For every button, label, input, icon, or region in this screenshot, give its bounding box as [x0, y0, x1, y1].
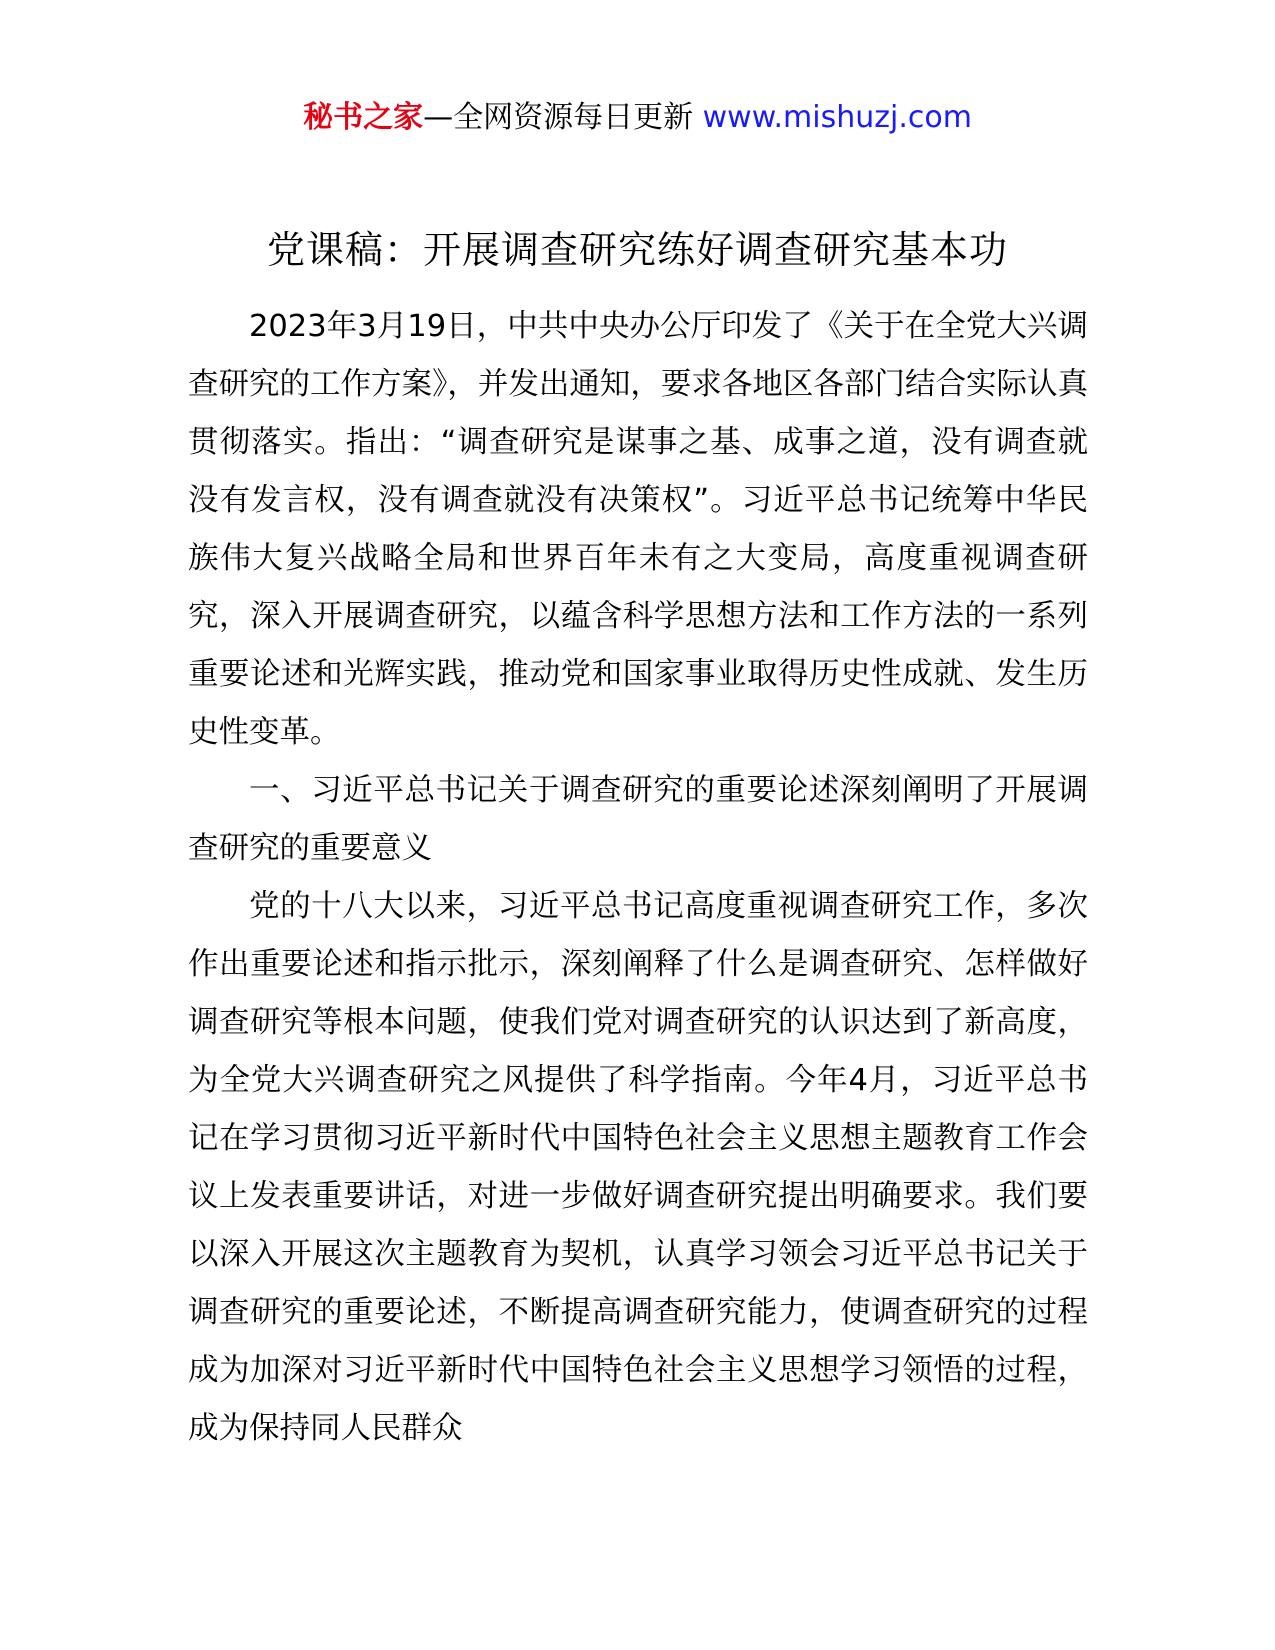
- brand-name: 秘书之家: [303, 100, 424, 135]
- body-paragraph: 党的十八大以来，习近平总书记高度重视调查研究工作，多次作出重要论述和指示批示，深刻阐释了什么是调查研究、怎样做好调查研究等根本问题，使我们党对调查研究的认识达到了新高度，为全党大兴调查研究之风提供了科学指南。今年4月，习近平总书记在学习贯彻习近平新时代中国特色社会主义思想主题教育工作会议上发表重要讲话，对进一步做好调查研究提出明确要求。我们要以深入开展这次主题教育为契机，认真学习领会习近平总书记关于调查研究的重要论述，不断提高调查研究能力，使调查研究的过程成为加深对习近平新时代中国特色社会主义思想学习领悟的过程，成为保持同人民群众: [188, 889, 1088, 1446]
- site-header: [0, 98, 1275, 138]
- document-title: 党课稿：开展调查研究练好调查研究基本功: [266, 228, 1008, 272]
- document-body: [188, 298, 1088, 1458]
- body-paragraph: 2023年3月19日，中共中央办公厅印发了《关于在全党大兴调查研究的工作方案》，并发出通知，要求各地区各部门结合实际认真贯彻落实。指出：“调查研究是谋事之基、成事之道，没有调查就没有发言权，没有调查就没有决策权”。习近平总书记统筹中华民族伟大复兴战略全局和世界百年未有之大变局，高度重视调查研究，深入开展调查研究，以蕴含科学思想方法和工作方法的一系列重要论述和光辉实践，推动党和国家事业取得历史性成就、发生历史性变革。: [188, 309, 1088, 750]
- header-tagline: —全网资源每日更新: [423, 100, 694, 135]
- section-heading: 一、习近平总书记关于调查研究的重要论述深刻阐明了开展调查研究的重要意义: [188, 773, 1088, 866]
- site-url-link[interactable]: www.mishuzj.com: [702, 100, 972, 135]
